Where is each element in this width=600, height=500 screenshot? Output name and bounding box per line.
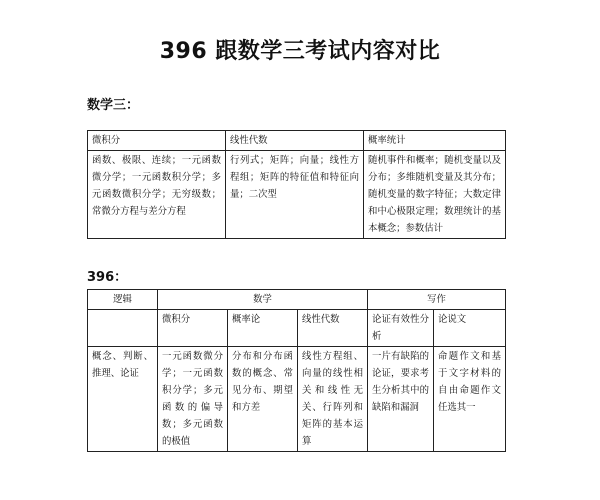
exam396-heading: 396：: [87, 270, 128, 285]
subheader-essay: 论说文: [434, 310, 506, 347]
cell-linear-algebra-content: 行列式；矩阵；向量；线性方程组；矩阵的特征值和特征向量；二次型: [226, 151, 364, 239]
cell-calculus-content: 一元函数微分学；一元函数积分学；多元函数的偏导数；多元函数的极值: [158, 347, 228, 452]
subheader-argument-analysis: 论证有效性分析: [368, 310, 434, 347]
cell-essay-content: 命题作文和基于文字材料的自由命题作文任选其一: [434, 347, 506, 452]
math3-table: [87, 130, 506, 239]
header-calculus: 微积分: [88, 131, 226, 151]
header-probability-statistics: 概率统计: [364, 131, 506, 151]
cell-probability-content: 随机事件和概率；随机变量以及分布；多维随机变量及其分布；随机变量的数字特征；大数定律和中心极限定理；数理统计的基本概念；参数估计: [364, 151, 506, 239]
header-writing: 写作: [368, 290, 506, 310]
table-subheader-row: [88, 310, 506, 347]
cell-probability-content: 分布和分布函数的概念、常见分布、期望和方差: [228, 347, 298, 452]
page-title: 396 跟数学三考试内容对比: [159, 39, 441, 64]
subheader-empty: [88, 310, 158, 347]
table-header-row: [88, 290, 506, 310]
cell-linear-algebra-content: 线性方程组、向量的线性相关和线性无关、行阵列和矩阵的基本运算: [298, 347, 368, 452]
header-linear-algebra: 线性代数: [226, 131, 364, 151]
table-header-row: [88, 131, 506, 151]
cell-logic-content: 概念、判断、推理、论证: [88, 347, 158, 452]
table-row: [88, 347, 506, 452]
cell-calculus-content: 函数、极限、连续；一元函数微分学；一元函数积分学；多元函数微积分学；无穷级数；常微分方程与差分方程: [88, 151, 226, 239]
subheader-calculus: 微积分: [158, 310, 228, 347]
exam396-table: [87, 289, 506, 452]
header-logic: 逻辑: [88, 290, 158, 310]
cell-argument-analysis-content: 一片有缺陷的论证，要求考生分析其中的缺陷和漏洞: [368, 347, 434, 452]
subheader-linear-algebra: 线性代数: [298, 310, 368, 347]
table-row: [88, 151, 506, 239]
subheader-probability: 概率论: [228, 310, 298, 347]
math3-heading: 数学三：: [87, 98, 140, 113]
header-math: 数学: [158, 290, 368, 310]
